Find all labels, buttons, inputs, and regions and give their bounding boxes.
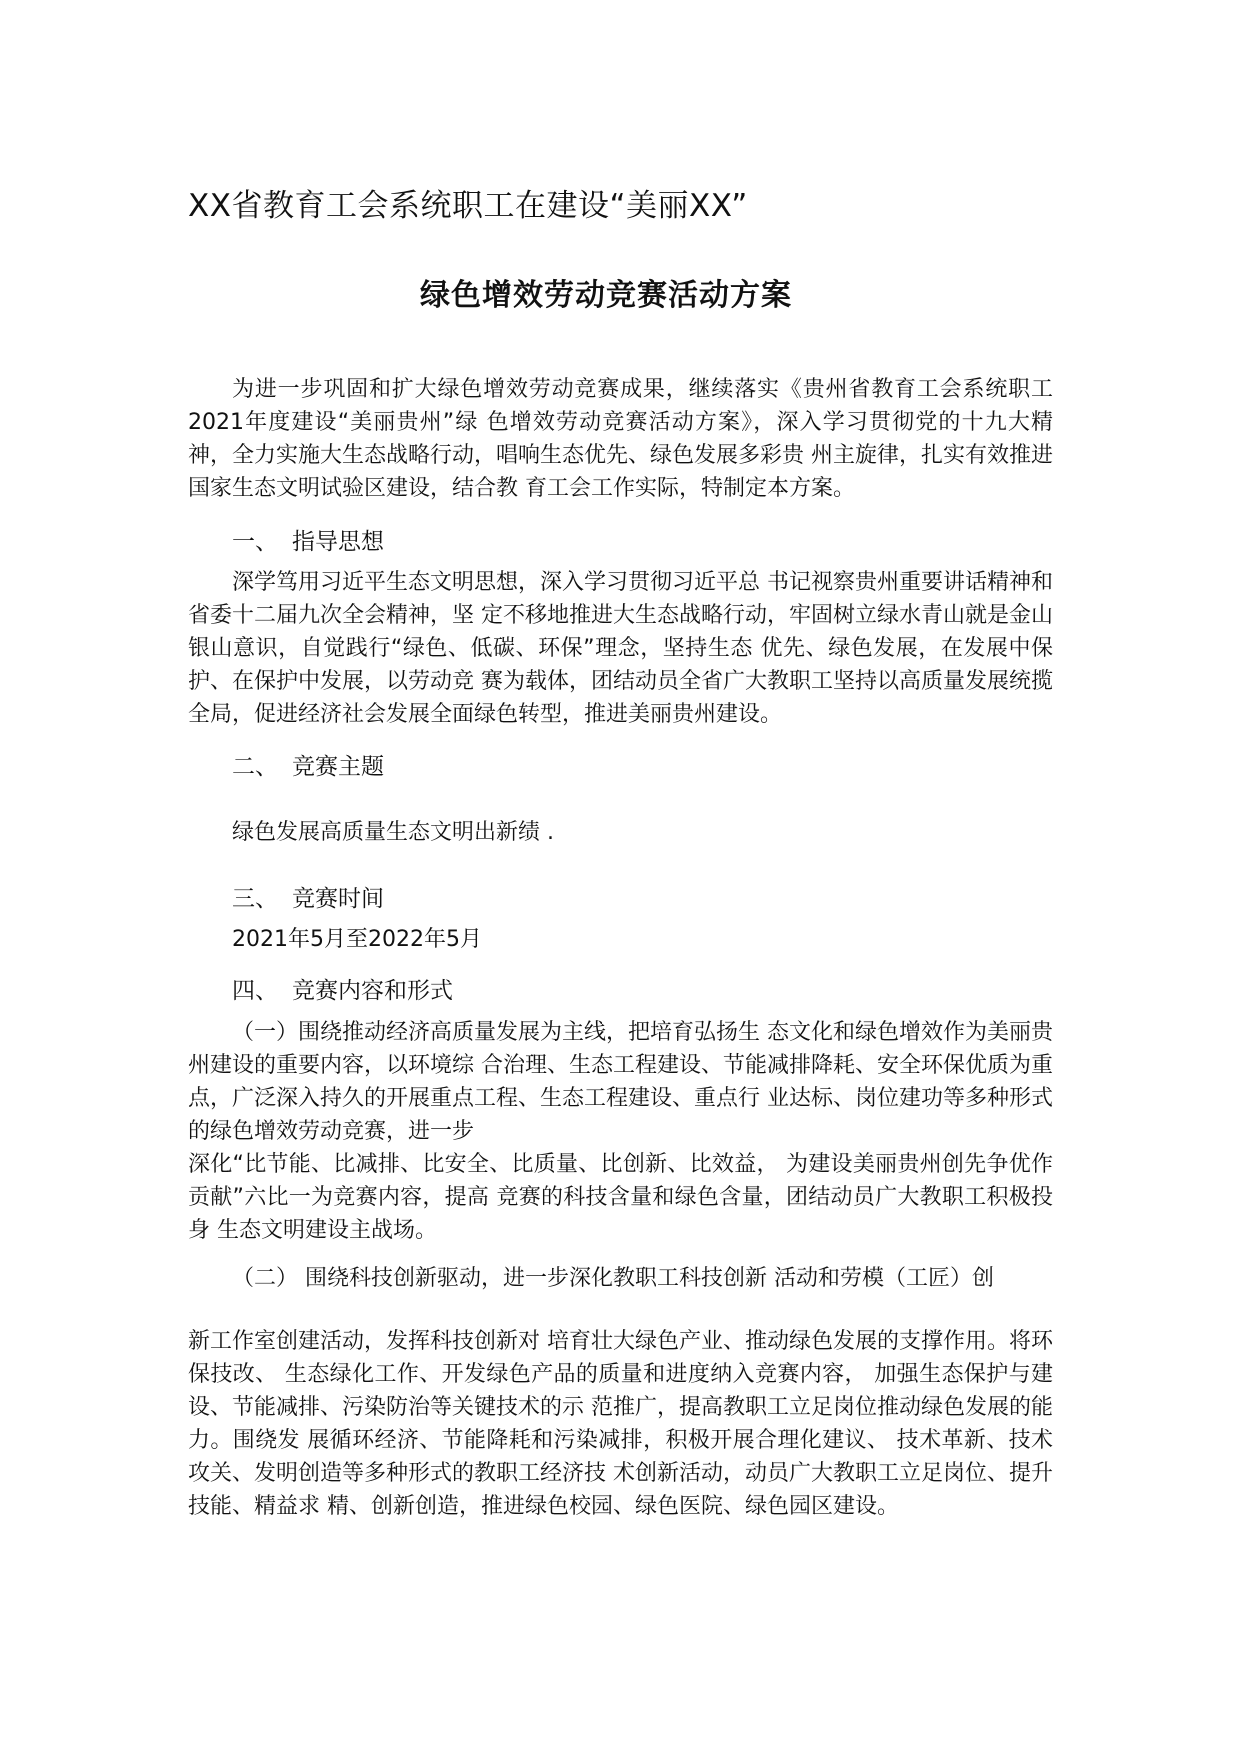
section-heading-4 bbox=[232, 972, 453, 1005]
section-title: 竞赛内容和形式 bbox=[292, 978, 453, 1004]
section-4-item-1: （一）围绕推动经济高质量发展为主线，把培育弘扬生 态文化和绿色增效作为美丽贵州建设的重要内容，以环境综 合治理、生态工程建设、节能减排降耗、安全环保优质为重 点，广泛深入持久的开展重点工程、生态工程建设、重点行 业达标、岗位建功等多种形式的绿色增效劳动竞赛，进一步 bbox=[188, 1020, 1053, 1144]
intro-paragraph: 为进一步巩固和扩大绿色增效劳动竞赛成果，继续落实《贵州省教育工会系统职工2021年度建设“美丽贵州”绿 色增效劳动竞赛活动方案》，深入学习贯彻党的十九大精神，全力实施大生态战略行动，唱响生态优先、绿色发展多彩贵 州主旋律，扎实有效推进国家生态文明试验区建设，结合教 育工会工作实际，特制定本方案。 bbox=[188, 377, 1053, 501]
section-3-body: 2021年5月至2022年5月 bbox=[232, 927, 482, 952]
document-title-line1: XX省教育工会系统职工在建设“美丽XX” bbox=[188, 188, 748, 224]
section-number: 三、 bbox=[232, 886, 278, 912]
section-title: 指导思想 bbox=[292, 529, 384, 555]
section-heading-3 bbox=[232, 880, 384, 913]
section-number: 一、 bbox=[232, 529, 278, 555]
section-title: 竞赛时间 bbox=[292, 886, 384, 912]
section-number: 四、 bbox=[232, 978, 278, 1004]
section-1-body: 深学笃用习近平生态文明思想，深入学习贯彻习近平总 书记视察贵州重要讲话精神和省委十二届九次全会精神，坚 定不移地推进大生态战略行动，牢固树立绿水青山就是金山 银山意识，自觉践行“绿色、低碳、环保”理念，坚持生态 优先、绿色发展，在发展中保护、在保护中发展，以劳动竞 赛为载体，团结动员全省广大教职工坚持以高质量发展统揽 全局，促进经济社会发展全面绿色转型，推进美丽贵州建设。 bbox=[188, 570, 1053, 727]
section-title: 竞赛主题 bbox=[292, 754, 384, 780]
section-heading-2 bbox=[232, 748, 384, 781]
document-title-line2: 绿色增效劳动竞赛活动方案 bbox=[420, 278, 792, 313]
section-4-item-2-continued: 新工作室创建活动，发挥科技创新对 培育壮大绿色产业、推动绿色发展的支撑作用。将环保技改、 生态绿化工作、开发绿色产品的质量和进度纳入竞赛内容， 加强生态保护与建设、节能减排、污染防治等关键技术的示 范推广，提高教职工立足岗位推动绿色发展的能力。围绕发 展循环经济、节能降耗和污染减排，积极开展合理化建议、 技术革新、技术攻关、发明创造等多种形式的教职工经济技 术创新活动，动员广大教职工立足岗位、提升技能、精益求 精、创新创造，推进绿色校园、绿色医院、绿色园区建设。 bbox=[188, 1329, 1053, 1519]
section-4-item-1-continued: 深化“比节能、比减排、比安全、比质量、比创新、比效益， 为建设美丽贵州创先争优作贡献”六比一为竞赛内容，提高 竞赛的科技含量和绿色含量，团结动员广大教职工积极投身 生态文明建设主战场。 bbox=[188, 1152, 1053, 1243]
section-number: 二、 bbox=[232, 754, 278, 780]
section-4-item-2: （二） 围绕科技创新驱动，进一步深化教职工科技创新 活动和劳模（工匠）创 bbox=[232, 1266, 994, 1291]
section-heading-1 bbox=[232, 523, 384, 556]
section-2-body: 绿色发展高质量生态文明出新绩 . bbox=[232, 820, 554, 845]
